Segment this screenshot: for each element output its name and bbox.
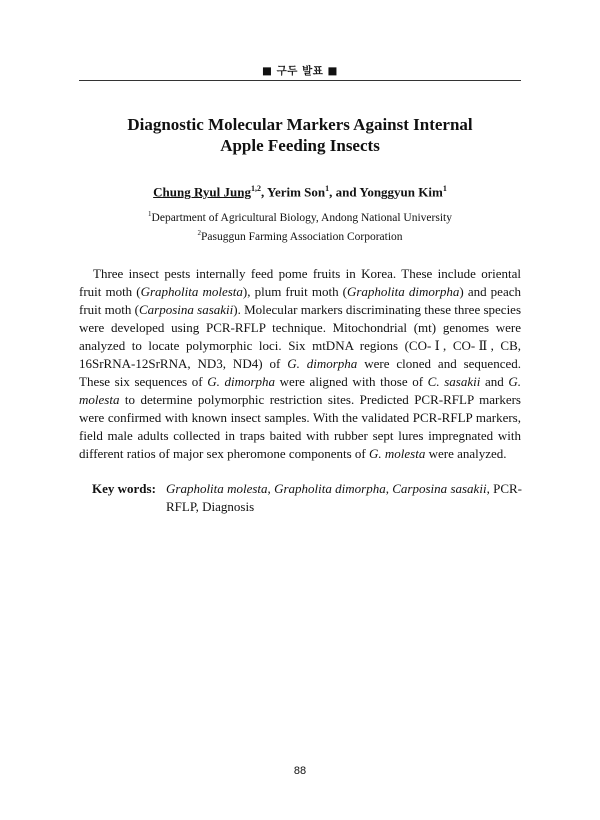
author-name: Yerim Son: [267, 184, 326, 200]
species-name: Grapholita dimorpha: [346, 284, 460, 299]
abstract-text: were analyzed.: [425, 446, 507, 461]
keyword-trailing: , PCR-RFLP, Diagnosis: [166, 481, 523, 514]
author-name: Chung Ryul Jung: [153, 184, 251, 200]
affiliation: [0, 226, 600, 245]
author-name: Yonggyun Kim: [359, 184, 443, 200]
affiliation: [0, 207, 600, 226]
keyword: Grapholita dimorpha: [274, 481, 386, 496]
abstract-text: were aligned with those of: [275, 374, 428, 389]
abstract-text: and: [480, 374, 509, 389]
species-name: G. molesta: [369, 446, 426, 461]
author-affiliation-mark: 1,2: [250, 184, 261, 193]
affiliation-list: [0, 207, 600, 245]
abstract-text: to determine polymorphic restriction sites. Predicted PCR-RFLP markers were confirmed with known insect samples. With the validated PCR-RFLP markers, field male adults collected in traps baited with rubber sept lures impregnated with different ratios of major sex pheromone components of: [79, 392, 521, 461]
title-line-2: Apple Feeding Insects: [220, 136, 380, 155]
abstract-text: ) and peach fruit moth (: [79, 284, 521, 317]
keywords-block: [92, 480, 522, 516]
section-header: ■ 구두 발표 ■: [262, 65, 338, 77]
affiliation-mark: 2: [197, 228, 201, 237]
affiliation-text: Pasuggun Farming Association Corporation: [200, 230, 403, 243]
species-name: C. sasakii: [427, 374, 481, 389]
species-name: Carposina sasakii: [138, 302, 234, 317]
species-name: Grapholita molesta: [140, 284, 243, 299]
abstract-paragraph: [79, 265, 521, 463]
affiliation-mark: 1: [148, 210, 152, 218]
page-number: 88: [293, 765, 307, 777]
abstract-text: Three insect pests internally feed pome fruits in Korea. These include oriental fruit moth (: [79, 266, 521, 299]
author-separator: , and: [329, 184, 360, 200]
author-list: [0, 184, 600, 200]
header-divider: [79, 80, 521, 81]
keywords-label: Key words:: [92, 481, 156, 496]
author-affiliation-mark: 1: [442, 184, 447, 193]
species-name: G. dimorpha: [287, 356, 358, 371]
paper-title: [0, 114, 600, 156]
keyword-separator: ,: [267, 481, 275, 496]
author-separator: ,: [260, 184, 267, 200]
keyword-separator: ,: [385, 481, 393, 496]
author-affiliation-mark: 1: [325, 184, 330, 193]
species-name: G. dimorpha: [207, 374, 276, 389]
keyword: Carposina sasakii: [392, 481, 487, 496]
abstract-text: were cloned and sequenced. These six sequences of: [79, 356, 521, 389]
keywords-list: [166, 480, 522, 516]
abstract-text: ). Molecular markers discriminating these three species were developed using PCR-RFLP technique. Mitochondrial (mt) genomes were analyzed to locate polymorphic loci. Six mtDNA regions (CO-Ⅰ, CO-Ⅱ, CB, 16SrRNA-12SrRNA, ND3, ND4) of: [79, 302, 522, 371]
species-name: G. molesta: [79, 374, 521, 407]
abstract-text: ), plum fruit moth (: [242, 284, 347, 299]
title-line-1: Diagnostic Molecular Markers Against Internal: [127, 115, 473, 134]
keyword: Grapholita molesta: [166, 481, 268, 496]
affiliation-text: Department of Agricultural Biology, Andong National University: [151, 211, 452, 224]
